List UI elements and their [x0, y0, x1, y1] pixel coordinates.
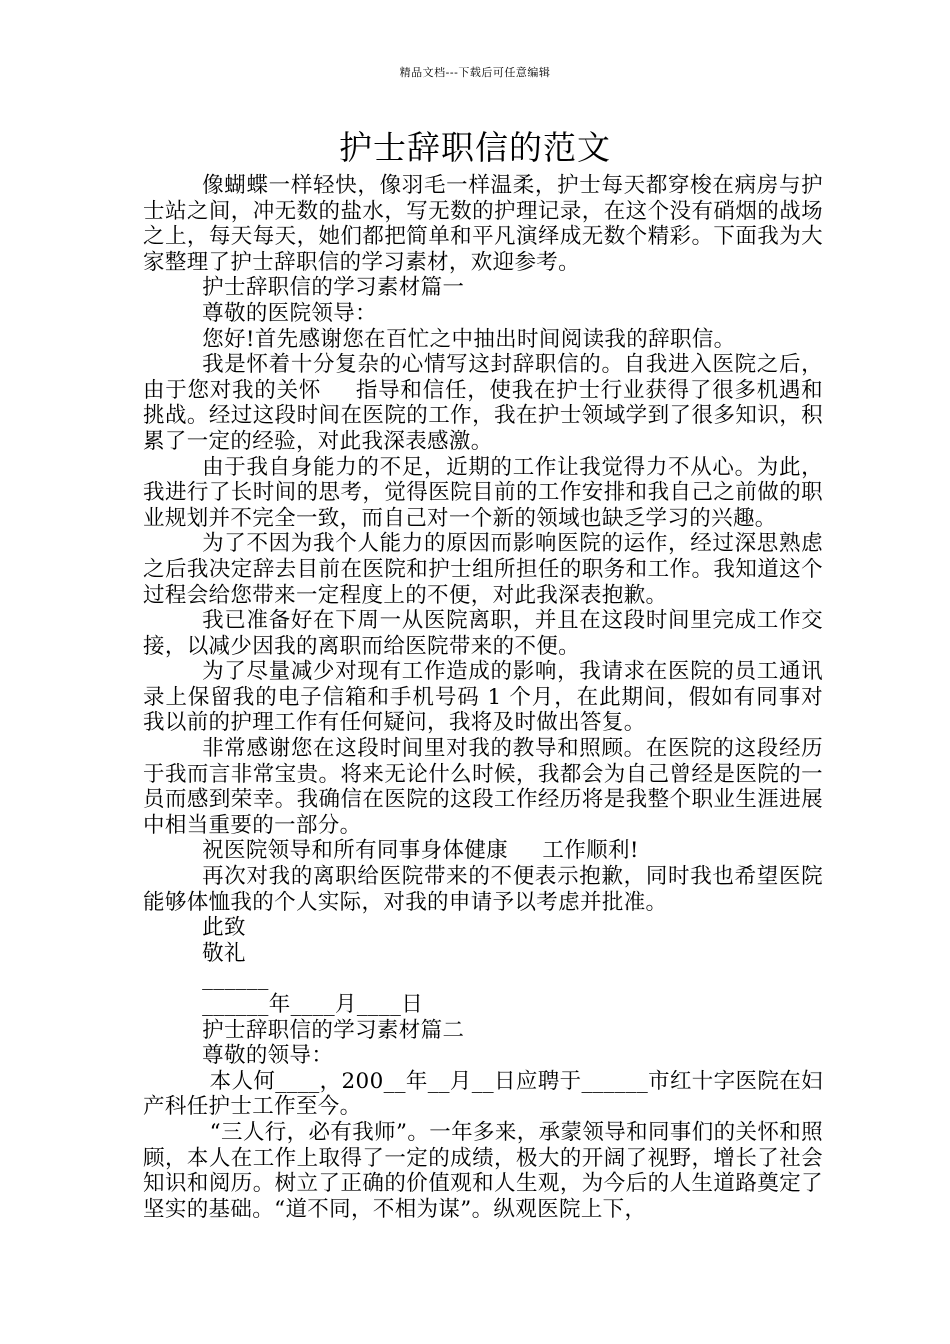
letter2-paragraph: 本人何____，200__年__月__日应聘于______市红十字医院在妇产科任护士工作至今。: [143, 1068, 823, 1120]
letter1-wish: [143, 838, 823, 864]
letter1-greeting: 您好!首先感谢您在百忙之中抽出时间阅读我的辞职信。: [202, 326, 736, 352]
letter1-paragraph: [143, 352, 823, 454]
letter2-heading: 护士辞职信的学习素材篇二: [202, 1017, 465, 1043]
closing-line: 敬礼: [202, 940, 246, 966]
wish-part-a: 祝医院领导和所有同事身体健康: [202, 838, 509, 864]
intro-paragraph: 像蝴蝶一样轻快，像羽毛一样温柔，护士每天都穿梭在病房与护士站之间，冲无数的盐水，写无数的护理记录，在这个没有硝烟的战场之上，每天每天，她们都把简单和平凡演绎成无数个精彩。下面我为大家整理了护士辞职信的学习素材，欢迎参考。: [143, 173, 823, 275]
date-line: ______年____月____日: [202, 992, 424, 1017]
letter1-paragraph: 我已准备好在下周一从医院离职，并且在这段时间里完成工作交接，以减少因我的离职而给医院带来的不便。: [143, 608, 823, 659]
closing-line: 此致: [202, 915, 246, 941]
letter1-paragraph: 由于我自身能力的不足，近期的工作让我觉得力不从心。为此，我进行了长时间的思考，觉得医院目前的工作安排和我自己之前做的职业规划并不完全一致，而自己对一个新的领域也缺乏学习的兴趣。: [143, 454, 823, 531]
letter2-paragraph: “三人行，必有我师”。一年多来，承蒙领导和同事们的关怀和照顾，本人在工作上取得了一定的成绩，极大的开阔了视野，增长了社会知识和阅历。树立了正确的价值观和人生观，为今后的人生道路奠定了坚实的基础。“道不同，不相为谋”。纵观医院上下，: [143, 1119, 823, 1222]
letter1-p1-part-a: 我是怀着十分复杂的心情写这封辞职信的。自我进入医院之后，由于您对我的关怀: [143, 352, 823, 403]
letter1-paragraph: 为了不因为我个人能力的原因而影响医院的运作，经过深思熟虑之后我决定辞去目前在医院和护士组所担任的职务和工作。我知道这个过程会给您带来一定程度上的不便，对此我深表抱歉。: [143, 531, 823, 608]
letter2-salutation: 尊敬的领导：: [202, 1043, 334, 1069]
letter1-paragraph: 非常感谢您在这段时间里对我的教导和照顾。在医院的这段经历于我而言非常宝贵。将来无论什么时候，我都会为自己曾经是医院的一员而感到荣幸。我确信在医院的这段工作经历将是我整个职业生涯进展中相当重要的一部分。: [143, 736, 823, 838]
letter1-salutation: 尊敬的医院领导：: [202, 300, 377, 326]
document-body: [143, 173, 823, 1222]
letter1-p1-part-b: 指导和信任，使我在护士行业获得了很多机遇和挑战。经过这段时间在医院的工作，我在护士领域学到了很多知识，积累了一定的经验，对此我深表感激。: [143, 377, 823, 454]
document-title: 护士辞职信的范文: [339, 128, 611, 167]
page-header: 精品文档---下载后可任意编辑: [399, 66, 551, 79]
wish-part-b: 工作顺利!: [542, 838, 639, 864]
letter1-paragraph: 再次对我的离职给医院带来的不便表示抱歉，同时我也希望医院能够体恤我的个人实际，对我的申请予以考虑并批准。: [143, 864, 823, 915]
letter1-paragraph: 为了尽量减少对现有工作造成的影响，我请求在医院的员工通讯录上保留我的电子信箱和手机号码 1 个月，在此期间，假如有同事对我以前的护理工作有任何疑问，我将及时做出答复。: [143, 659, 823, 736]
signature-line: ______: [202, 966, 269, 992]
letter1-heading: 护士辞职信的学习素材篇一: [202, 275, 465, 301]
